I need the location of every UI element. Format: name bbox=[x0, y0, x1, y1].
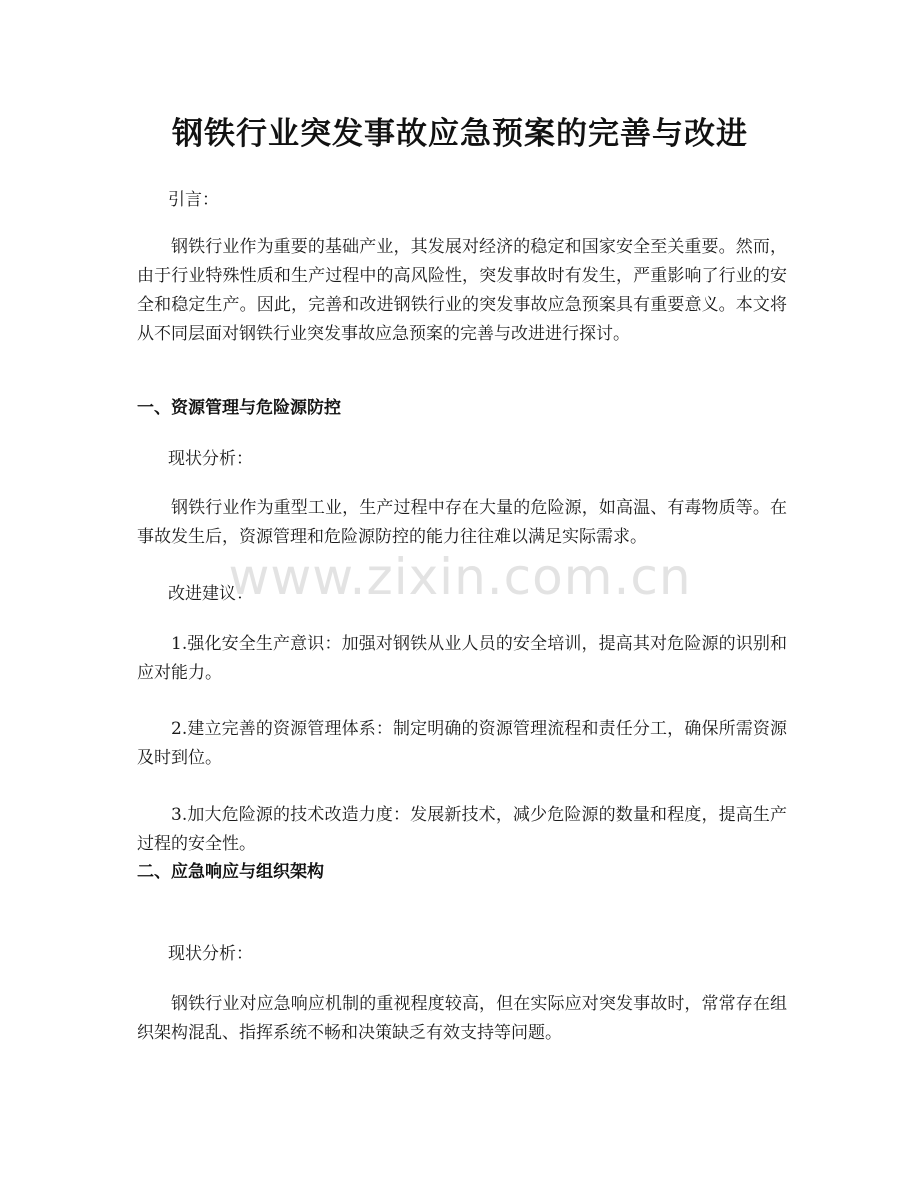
section-1-suggestion-1: 1.强化安全生产意识：加强对钢铁从业人员的安全培训，提高其对危险源的识别和应对能力。 bbox=[137, 634, 787, 683]
watermark-text: www.zixin.com.cn bbox=[228, 548, 692, 606]
section-1-suggestion-2: 2.建立完善的资源管理体系：制定明确的资源管理流程和责任分工，确保所需资源及时到位。 bbox=[137, 719, 787, 768]
section-1-status-label: 现状分析： bbox=[168, 449, 253, 469]
section-2-status-label: 现状分析： bbox=[168, 944, 253, 964]
section-1-status-paragraph: 钢铁行业作为重型工业，生产过程中存在大量的危险源，如高温、有毒物质等。在事故发生后，资源管理和危险源防控的能力往往难以满足实际需求。 bbox=[137, 498, 787, 547]
section-2-heading: 二、应急响应与组织架构 bbox=[137, 862, 324, 882]
section-1-suggest-label: 改进建议： bbox=[168, 584, 253, 604]
intro-label: 引言： bbox=[168, 190, 219, 210]
section-1-suggestion-3: 3.加大危险源的技术改造力度：发展新技术，减少危险源的数量和程度，提高生产过程的安全性。 bbox=[137, 805, 787, 854]
intro-paragraph: 钢铁行业作为重要的基础产业，其发展对经济的稳定和国家安全至关重要。然而，由于行业特殊性质和生产过程中的高风险性，突发事故时有发生，严重影响了行业的安全和稳定生产。因此，完善和改进钢铁行业的突发事故应急预案具有重要意义。本文将从不同层面对钢铁行业突发事故应急预案的完善与改进进行探讨。 bbox=[137, 237, 787, 344]
section-2-status-paragraph: 钢铁行业对应急响应机制的重视程度较高，但在实际应对突发事故时，常常存在组织架构混乱、指挥系统不畅和决策缺乏有效支持等问题。 bbox=[137, 994, 787, 1043]
section-1-heading: 一、资源管理与危险源防控 bbox=[137, 398, 341, 418]
document-title: 钢铁行业突发事故应急预案的完善与改进 bbox=[172, 116, 748, 152]
